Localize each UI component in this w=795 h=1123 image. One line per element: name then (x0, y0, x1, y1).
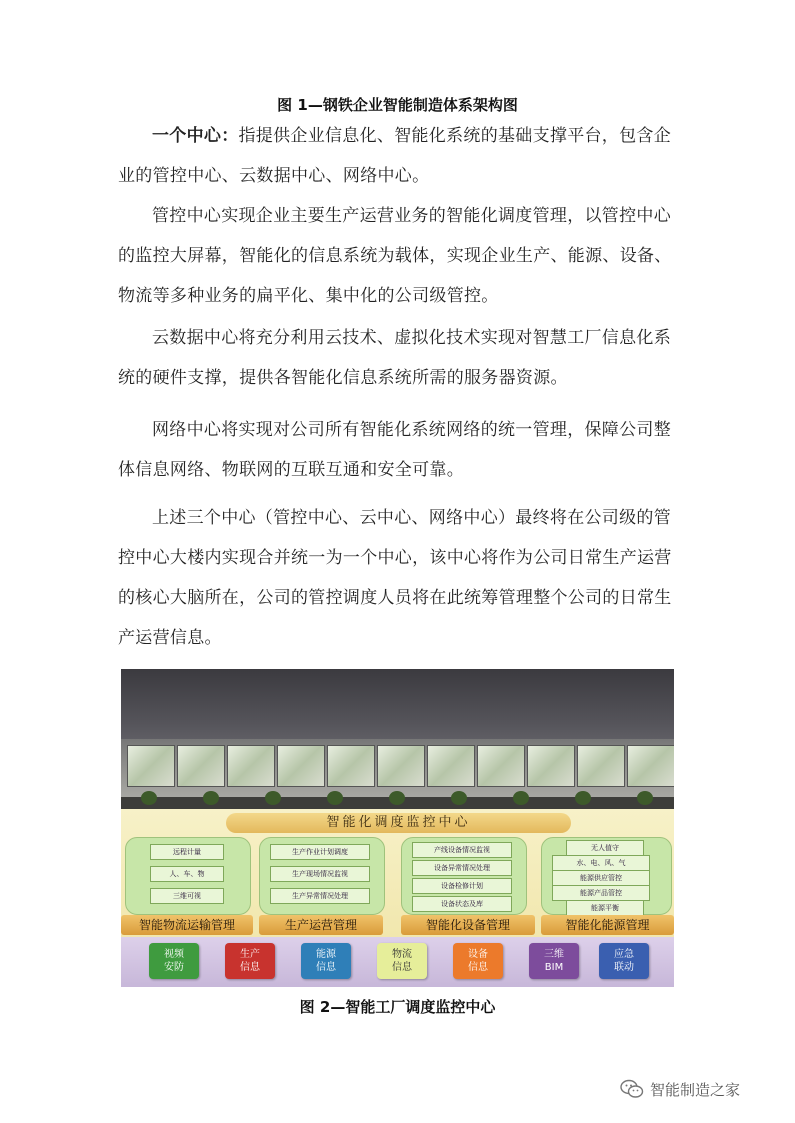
video-wall-screen (577, 745, 625, 787)
video-wall-screen (627, 745, 674, 787)
video-wall-screen (477, 745, 525, 787)
info-tile: 三维 BIM (529, 943, 579, 979)
equipment-management-label: 智能化设备管理 (401, 915, 535, 935)
paragraph-text: 指提供企业信息化、智能化系统的基础支撑平台，包含企业的管控中心、云数据中心、网络中心。 (118, 126, 671, 186)
equipment-item: 设备异常情况处理 (412, 860, 512, 876)
logistics-management-label: 智能物流运输管理 (121, 915, 253, 935)
video-wall-screen (277, 745, 325, 787)
production-item: 生产异常情况处理 (270, 888, 370, 904)
logistics-item: 远程计量 (150, 844, 224, 860)
logistics-item: 三维可视 (150, 888, 224, 904)
info-tile: 视频 安防 (149, 943, 199, 979)
panel-title: 智能化调度监控中心 (226, 813, 571, 833)
paragraph-cloud-center: 云数据中心将充分利用云技术、虚拟化技术实现对智慧工厂信息化系统的硬件支撑，提供各智能化信息系统所需的服务器资源。 (118, 328, 671, 388)
energy-item: 能源供应管控 (552, 870, 650, 886)
video-wall-screen (177, 745, 225, 787)
video-wall-screen (427, 745, 475, 787)
plant (141, 791, 157, 805)
paragraph-merged-center: 上述三个中心（管控中心、云中心、网络中心）最终将在公司级的管控中心大楼内实现合并统一为一个中心，该中心将作为公司日常生产运营的核心大脑所在，公司的管控调度人员将在此统筹管理整个公司的日常生产运营信息。 (118, 508, 672, 648)
paragraph-one-center (118, 116, 678, 196)
production-management-label: 生产运营管理 (259, 915, 383, 935)
watermark-text: 智能制造之家 (650, 1080, 741, 1099)
energy-column (541, 837, 672, 915)
info-tile: 应急 联动 (599, 943, 649, 979)
plant (389, 791, 405, 805)
video-wall-screen (527, 745, 575, 787)
plant (265, 791, 281, 805)
energy-item: 水、电、风、气 (552, 855, 650, 871)
figure1-caption: 图 1—钢铁企业智能制造体系架构图 (277, 96, 518, 114)
info-tile: 能源 信息 (301, 943, 351, 979)
watermark (620, 1075, 740, 1103)
paragraph-control-center: 管控中心实现企业主要生产运营业务的智能化调度管理，以管控中心的监控大屏幕，智能化的信息系统为载体，实现企业生产、能源、设备、物流等多种业务的扁平化、集中化的公司级管控。 (118, 206, 672, 306)
video-wall-screen (127, 745, 175, 787)
logistics-item: 人、车、物 (150, 866, 224, 882)
energy-item: 能源平衡 (566, 900, 644, 916)
info-tile: 生产 信息 (225, 943, 275, 979)
energy-item: 能源产品管控 (552, 885, 650, 901)
figure2-caption: 图 2—智能工厂调度监控中心 (299, 998, 496, 1016)
energy-item: 无人值守 (566, 840, 644, 856)
info-tile: 物流 信息 (377, 943, 427, 979)
energy-management-label: 智能化能源管理 (541, 915, 674, 935)
video-wall-screen (227, 745, 275, 787)
equipment-item: 设备检修计划 (412, 878, 512, 894)
plant (203, 791, 219, 805)
dispatch-panel (121, 809, 674, 987)
plant (327, 791, 343, 805)
info-tile: 设备 信息 (453, 943, 503, 979)
plant (575, 791, 591, 805)
video-wall-screen (377, 745, 425, 787)
video-wall (121, 739, 674, 799)
video-wall-screen (327, 745, 375, 787)
logistics-column (125, 837, 251, 915)
production-column (259, 837, 385, 915)
figure2-control-room-image (121, 669, 674, 987)
plant (637, 791, 653, 805)
wechat-icon (620, 1079, 644, 1099)
paragraph-network-center: 网络中心将实现对公司所有智能化系统网络的统一管理，保障公司整体信息网络、物联网的互联互通和安全可靠。 (118, 420, 671, 480)
plant (451, 791, 467, 805)
info-tiles-bar (121, 937, 674, 987)
equipment-item: 设备状态及库 (412, 896, 512, 912)
production-item: 生产现场情况监视 (270, 866, 370, 882)
equipment-column (401, 837, 527, 915)
paragraph-lead: 一个中心： (152, 126, 239, 146)
equipment-item: 产线设备情况监视 (412, 842, 512, 858)
production-item: 生产作业计划调度 (270, 844, 370, 860)
plant (513, 791, 529, 805)
